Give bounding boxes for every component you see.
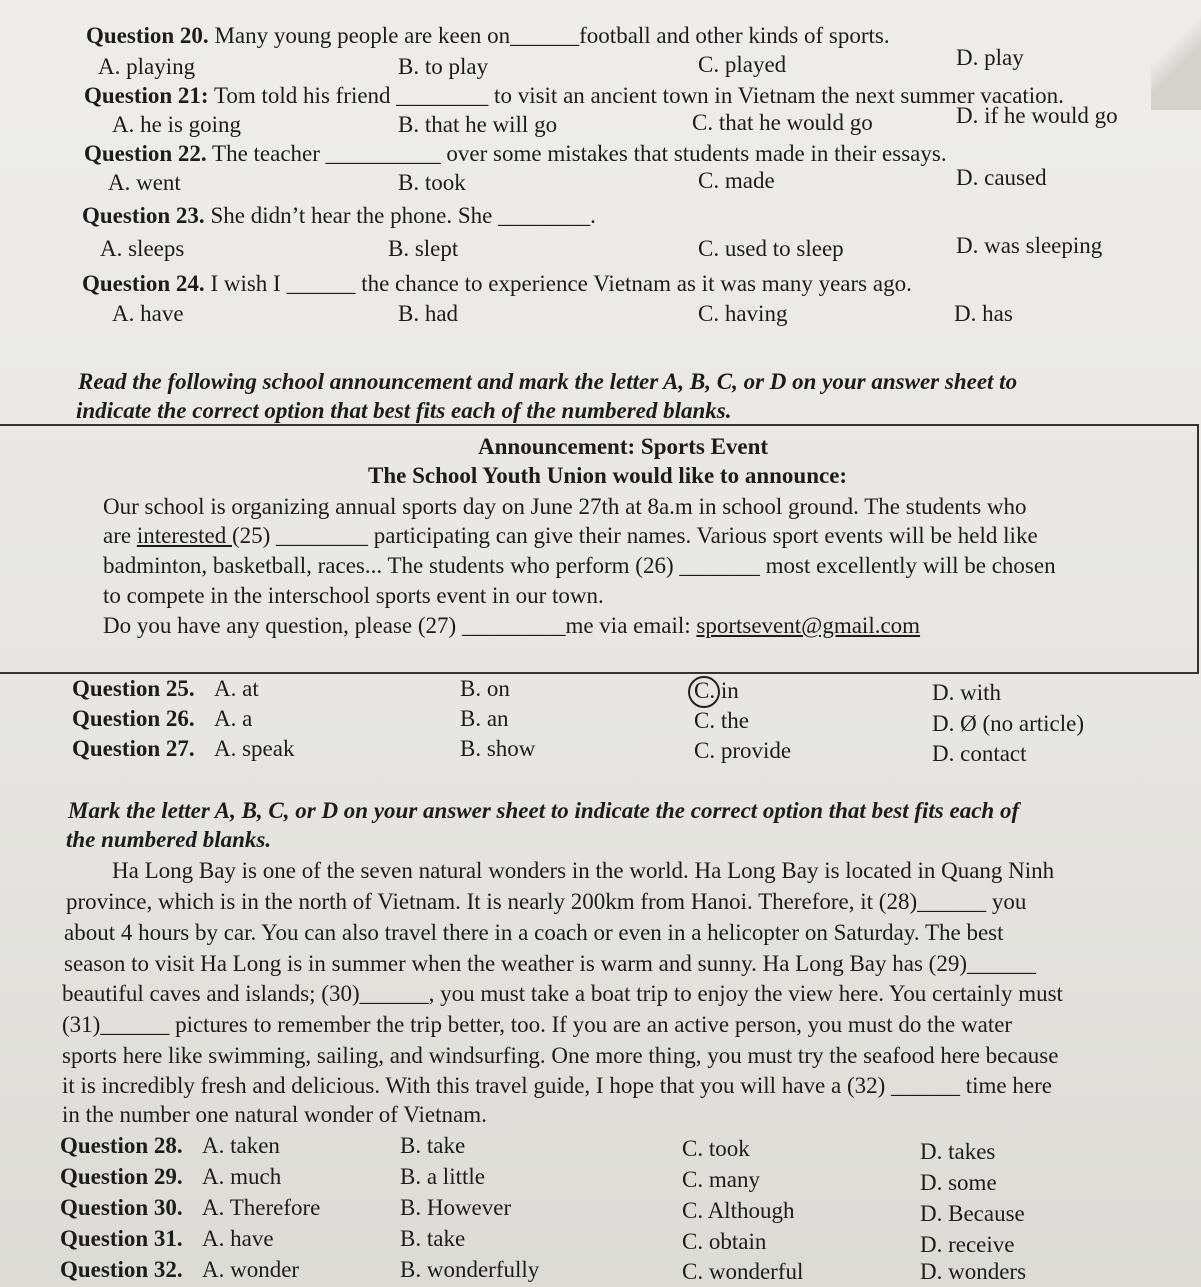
q32-option-b[interactable]: B. wonderfully (400, 1257, 540, 1282)
q30-label: Question 30. (60, 1195, 183, 1220)
passage-line: province, which is in the north of Vietnam. It is nearly 200km from Hanoi. Therefore, it (28)______ you (66, 889, 1027, 914)
q23-option-d[interactable]: D. was sleeping (956, 233, 1103, 258)
q24-option-c[interactable]: C. having (698, 301, 788, 326)
q29-option-a[interactable]: A. much (202, 1164, 282, 1189)
q22-stem (84, 140, 947, 168)
q32-option-d[interactable]: D. wonders (920, 1259, 1027, 1284)
q25-label: Question 25. (72, 676, 195, 701)
q25-option-c[interactable]: C. in (694, 678, 739, 703)
q27-option-a[interactable]: A. speak (214, 736, 295, 761)
q24-text: I wish I ______ the chance to experience Vietnam as it was many years ago. (210, 271, 912, 296)
announcement-line2-end: (25) ________ participating can give their names. Various sport events will be held like (231, 523, 1038, 548)
q28-option-a[interactable]: A. taken (202, 1133, 280, 1158)
q24-option-b[interactable]: B. had (398, 301, 459, 326)
q26-option-d[interactable]: D. Ø (no article) (932, 711, 1084, 736)
q30-option-c[interactable]: C. Although (682, 1198, 795, 1223)
q21-text: Tom told his friend ________ to visit an ancient town in Vietnam the next summer vacation. (213, 83, 1064, 108)
q22-option-d[interactable]: D. caused (956, 165, 1047, 190)
q21-option-d[interactable]: D. if he would go (956, 103, 1118, 128)
q25-option-b[interactable]: B. on (460, 676, 510, 701)
q20-label: Question 20. (86, 23, 209, 48)
announcement-line3: badminton, basketball, races... The students who perform (26) _______ most excellently will be chosen (103, 553, 1056, 578)
q28-option-c[interactable]: C. took (682, 1136, 750, 1161)
q27-option-c[interactable]: C. provide (694, 738, 792, 763)
q23-option-a[interactable]: A. sleeps (100, 236, 185, 261)
q22-option-b[interactable]: B. took (398, 170, 466, 195)
section1-instruction-line2: indicate the correct option that best fits each of the numbered blanks. (76, 398, 732, 423)
q20-option-d[interactable]: D. play (956, 45, 1024, 70)
page-curl (1151, 0, 1201, 110)
q26-option-c[interactable]: C. the (694, 708, 749, 733)
q24-stem (82, 270, 912, 298)
q26-label: Question 26. (72, 706, 195, 731)
q29-label: Question 29. (60, 1164, 183, 1189)
q21-label: Question 21: (84, 83, 209, 108)
q25-option-d[interactable]: D. with (932, 680, 1001, 705)
q31-label: Question 31. (60, 1226, 183, 1251)
announcement-subtitle: The School Youth Union would like to announce: (368, 463, 848, 488)
q29-option-b[interactable]: B. a little (400, 1164, 485, 1189)
passage-line: (31)______ pictures to remember the trip better, too. If you are an active person, you must do the water (62, 1012, 1013, 1037)
announcement-line4: to compete in the interschool sports event in our town. (103, 583, 604, 608)
q20-text: Many young people are keen on______football and other kinds of sports. (214, 23, 890, 48)
q26-option-a[interactable]: A. a (214, 706, 253, 731)
q26-option-b[interactable]: B. an (460, 706, 509, 731)
q28-label: Question 28. (60, 1133, 183, 1158)
q32-option-c[interactable]: C. wonderful (682, 1259, 804, 1284)
section1-instruction-line1: Read the following school announcement and mark the letter A, B, C, or D on your answer sheet to (78, 369, 1018, 394)
q28-option-b[interactable]: B. take (400, 1133, 466, 1158)
announcement-underlined-word: interested (136, 523, 232, 548)
q20-option-a[interactable]: A. playing (98, 54, 196, 79)
q31-option-a[interactable]: A. have (202, 1226, 274, 1251)
passage-line: beautiful caves and islands; (30)______, you must take a boat trip to enjoy the view here. You certainly must (62, 981, 1063, 1006)
q28-option-d[interactable]: D. takes (920, 1139, 996, 1164)
q22-label: Question 22. (84, 141, 207, 166)
q23-option-b[interactable]: B. slept (388, 236, 459, 261)
q30-option-d[interactable]: D. Because (920, 1201, 1025, 1226)
q23-text: She didn’t hear the phone. She ________. (210, 203, 596, 228)
q21-option-b[interactable]: B. that he will go (398, 112, 558, 137)
passage-line: season to visit Ha Long is in summer when the weather is warm and sunny. Ha Long Bay has (29)______ (64, 951, 1036, 976)
q24-option-d[interactable]: D. has (954, 301, 1013, 326)
q30-option-b[interactable]: B. However (400, 1195, 512, 1220)
passage-line: Ha Long Bay is one of the seven natural wonders in the world. Ha Long Bay is located in Quang Ninh (112, 858, 1055, 883)
q23-option-c[interactable]: C. used to sleep (698, 236, 844, 261)
q27-option-b[interactable]: B. show (460, 736, 536, 761)
q31-option-b[interactable]: B. take (400, 1226, 466, 1251)
q22-option-c[interactable]: C. made (698, 168, 775, 193)
announcement-line5-text: Do you have any question, please (27) _________me via email: (103, 613, 697, 638)
announcement-email-link[interactable]: sportsevent@gmail.com (696, 613, 921, 638)
q27-option-d[interactable]: D. contact (932, 741, 1027, 766)
q22-option-a[interactable]: A. went (108, 170, 181, 195)
q29-option-c[interactable]: C. many (682, 1167, 760, 1192)
announcement-title: Announcement: Sports Event (478, 434, 769, 459)
q25-option-a[interactable]: A. at (214, 676, 259, 701)
announcement-line5 (103, 612, 920, 640)
passage-line: in the number one natural wonder of Vietnam. (62, 1102, 487, 1127)
q31-option-c[interactable]: C. obtain (682, 1229, 767, 1254)
q21-stem (84, 82, 1064, 110)
passage-line: it is incredibly fresh and delicious. With this travel guide, I hope that you will have a (32) ______ time here (62, 1073, 1052, 1098)
q20-option-b[interactable]: B. to play (398, 54, 489, 79)
q23-stem (82, 202, 596, 230)
q32-option-a[interactable]: A. wonder (202, 1257, 300, 1282)
section2-instruction-line2: the numbered blanks. (66, 827, 272, 852)
q20-option-c[interactable]: C. played (698, 52, 787, 77)
q31-option-d[interactable]: D. receive (920, 1232, 1015, 1257)
q22-text: The teacher __________ over some mistakes that students made in their essays. (212, 141, 947, 166)
passage-line: about 4 hours by car. You can also travel there in a coach or even in a helicopter on Saturday. The best (64, 920, 1004, 945)
q29-option-d[interactable]: D. some (920, 1170, 997, 1195)
announcement-line2 (103, 522, 1038, 550)
q23-label: Question 23. (82, 203, 205, 228)
q21-option-a[interactable]: A. he is going (112, 112, 242, 137)
section2-instruction-line1: Mark the letter A, B, C, or D on your answer sheet to indicate the correct option that best fits each of (68, 798, 1020, 823)
q32-label: Question 32. (60, 1257, 183, 1282)
q24-option-a[interactable]: A. have (112, 301, 184, 326)
q27-label: Question 27. (72, 736, 195, 761)
announcement-line2-start: are (103, 523, 137, 548)
announcement-line1: Our school is organizing annual sports day on June 27th at 8a.m in school ground. The students who (103, 494, 1027, 519)
q20-stem (86, 22, 890, 50)
q30-option-a[interactable]: A. Therefore (202, 1195, 321, 1220)
q21-option-c[interactable]: C. that he would go (692, 110, 873, 135)
q24-label: Question 24. (82, 271, 205, 296)
passage-line: sports here like swimming, sailing, and windsurfing. One more thing, you must try the seafood here because (62, 1043, 1059, 1068)
